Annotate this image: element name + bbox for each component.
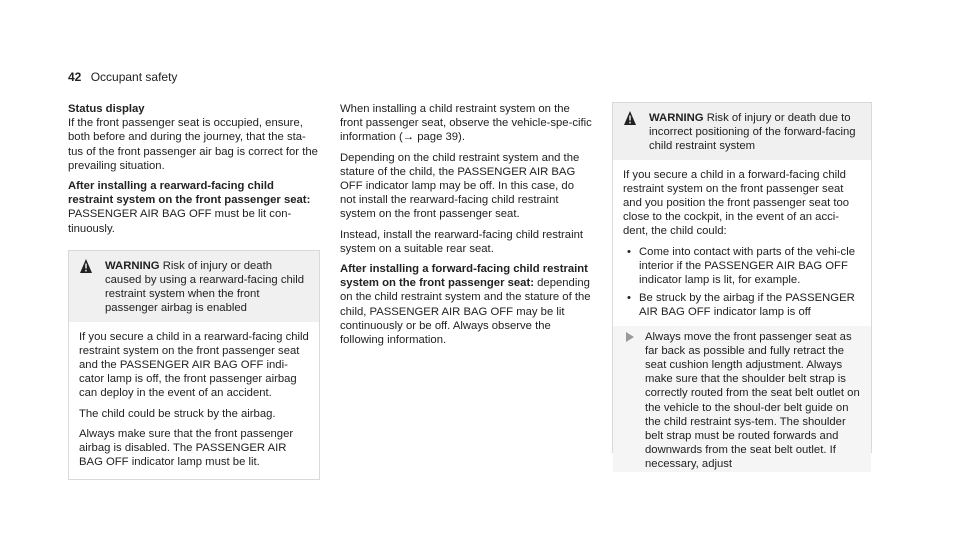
warning-box-forward	[612, 102, 872, 471]
warning-header	[69, 251, 319, 322]
status-text: If the front passenger seat is occupied, ensure, both before and during the journey, that the sta-tus of the front passenger air bag is correct for the prevailing situation.	[68, 117, 318, 172]
warning-body	[69, 322, 319, 480]
warning-paragraph: If you secure a child in a rearward-facing child restraint system on the front passenger seat and the PASSENGER AIR BAG OFF indi-cator lamp is off, the front passenger airbag can deploy in the event of an accident.	[79, 330, 309, 400]
status-title: Status display	[68, 103, 145, 115]
warning-triangle-icon	[623, 110, 645, 126]
warning-paragraph: Always make sure that the front passenger airbag is disabled. The PASSENGER AIR BAG OFF indicator lamp must be lit.	[79, 427, 294, 469]
after-rear-text: PASSENGER AIR BAG OFF must be lit con-tinuously.	[68, 208, 292, 235]
instruction-step	[613, 326, 871, 472]
warning-box-rearward	[68, 250, 320, 481]
list-item: • Be struck by the airbag if the PASSENGER AIR BAG OFF indicator lamp is off	[623, 291, 861, 319]
step-arrow-icon	[623, 331, 637, 343]
paragraph: When installing a child restraint system on the front passenger seat, observe the vehicle-spe-cific information (→ page 39).	[340, 103, 592, 144]
list-item: • Come into contact with parts of the vehi-cle interior if the PASSENGER AIR BAG OFF indicator lamp is lit, for example.	[623, 245, 861, 288]
after-fwd-paragraph	[340, 262, 592, 347]
after-fwd-title: After installing a forward-facing child restraint system on the front passenger seat:	[340, 263, 588, 290]
paragraph: Instead, install the rearward-facing child restraint system on a suitable rear seat.	[340, 228, 583, 255]
column-1	[68, 102, 320, 480]
warning-label: WARNING	[105, 259, 160, 272]
after-rear-paragraph	[68, 179, 320, 236]
warning-paragraph: The child could be struck by the airbag.	[79, 407, 276, 420]
column-2	[340, 102, 592, 353]
warning-headline-text: Risk of injury or death due to incorrect positioning of the forward-facing child restraint system	[649, 112, 856, 153]
warning-headline	[105, 259, 309, 316]
page-header	[68, 70, 177, 84]
warning-header	[613, 103, 871, 160]
warning-triangle-icon	[79, 258, 101, 274]
column-3	[612, 102, 872, 471]
after-fwd-text: depending on the child restraint system and the stature of the child, PASSENGER AIR BAG OFF may be lit continuously or be off. Always observe the following information.	[340, 277, 591, 347]
paragraph: Depending on the child restraint system and the stature of the child, the PASSENGER AIR BAG OFF indicator lamp may be off. In this case, do not install the rearward-facing child restraint system on the front passenger seat.	[340, 151, 580, 221]
section-title: Occupant safety	[90, 70, 178, 84]
warning-body	[613, 160, 871, 476]
warning-label: WARNING	[649, 112, 704, 124]
warning-headline-text: Risk of injury or death caused by using a rearward-facing child restraint system when the front passenger airbag is enabled	[105, 259, 305, 315]
after-rear-title: After installing a rearward-facing child restraint system on the front passenger seat:	[68, 180, 311, 207]
step-text: Always move the front passenger seat as far back as possible and fully retract the seat cushion length adjustment. Always make sure that the shoulder belt strap is correctly routed from the seat belt outlet on the vehicle to the shoul-der belt guide on the child restraint sys-tem. The shoulder belt strap must be routed forwards and downwards from the seat belt outlet. If necessary, adjust	[645, 330, 860, 471]
warning-headline	[649, 111, 861, 154]
page-number: 42	[68, 70, 82, 84]
warning-paragraph: If you secure a child in a forward-facing child restraint system on the front passenger seat and you position the front passenger seat too close to the cockpit, in the event of an acci-dent, the child could:	[623, 168, 850, 238]
warning-bullet-list	[623, 245, 861, 320]
